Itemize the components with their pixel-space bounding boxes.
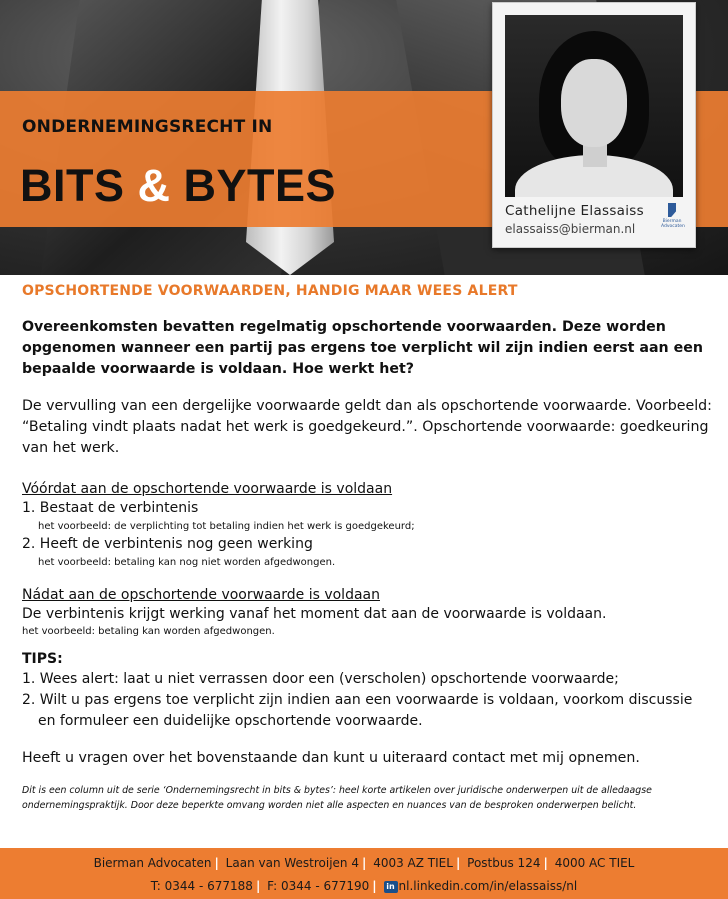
tip-item: 2. Wilt u pas ergens toe verplicht zijn indien aan een voorwaarde is voldaan, voorkom discussie en formuleer een duidelijke opschortende voorwaarde. bbox=[22, 692, 693, 729]
footer-company: Bierman Advocaten bbox=[93, 856, 212, 870]
article-paragraph: De vervulling van een dergelijke voorwaarde geldt dan als opschortende voorwaarde. Voorbeeld: “Betaling vindt plaats nadat het werk is goedgekeurd.”. Opschortende voorwaarde: goedkeuring van het werk. bbox=[22, 398, 712, 456]
section-after-example: het voorbeeld: betaling kan worden afgedwongen. bbox=[22, 626, 275, 637]
section-after-text: De verbintenis krijgt werking vanaf het moment dat aan de voorwaarde is voldaan. bbox=[22, 606, 607, 622]
footer-phone: T: 0344 - 677188 bbox=[150, 879, 253, 893]
article-heading: OPSCHORTENDE VOORWAARDEN, HANDIG MAAR WEES ALERT bbox=[22, 283, 518, 299]
list-item: 1. Bestaat de verbintenis bbox=[22, 500, 199, 516]
logo-text: Bierman Advocaten bbox=[661, 219, 685, 229]
series-title bbox=[20, 160, 336, 212]
list-item: 2. Heeft de verbintenis nog geen werking bbox=[22, 536, 313, 552]
footer-address-row: Bierman Advocaten | Laan van Westroijen 4 | 4003 AZ TIEL | Postbus 124 | 4000 AC TIEL bbox=[93, 856, 635, 870]
title-bytes: BYTES bbox=[183, 160, 337, 211]
article-intro: Overeenkomsten bevatten regelmatig opschortende voorwaarden. Deze worden opgenomen wanneer een partij pas ergens toe verplicht wil zijn indien eerst aan een bepaalde voorwaarde is voldaan. Hoe werkt het? bbox=[22, 319, 703, 377]
logo-mark-icon bbox=[668, 203, 676, 217]
footer-postcode: 4003 AZ TIEL bbox=[373, 856, 453, 870]
list-item-example: het voorbeeld: betaling kan nog niet worden afgedwongen. bbox=[38, 557, 336, 568]
header-banner bbox=[0, 0, 728, 275]
list-item-example: het voorbeeld: de verplichting tot betaling indien het werk is goedgekeurd; bbox=[38, 521, 415, 532]
footer-contact-row: T: 0344 - 677188 | F: 0344 - 677190 | in nl.linkedin.com/in/elassaiss/nl bbox=[150, 879, 578, 893]
tips-title: TIPS: bbox=[22, 651, 63, 667]
author-name: Cathelijne Elassaiss bbox=[505, 203, 644, 219]
footer bbox=[0, 848, 728, 899]
disclaimer: Dit is een column uit de serie ‘Ondernemingsrecht in bits & bytes’: heel korte artikelen over juridische onderwerpen uit de alledaagse ondernemingspraktijk. Door deze beperkte omvang worden niet alle aspecten en nuances van de besproken onderwerpen belicht. bbox=[22, 785, 652, 811]
author-email[interactable]: elassaiss@bierman.nl bbox=[505, 222, 636, 236]
footer-address: Laan van Westroijen 4 bbox=[225, 856, 359, 870]
linkedin-icon[interactable]: in bbox=[384, 881, 398, 893]
footer-postbus: Postbus 124 bbox=[467, 856, 541, 870]
contact-text: Heeft u vragen over het bovenstaande dan kunt u uiteraard contact met mij opnemen. bbox=[22, 750, 640, 766]
article-body bbox=[22, 283, 712, 813]
bierman-logo bbox=[661, 203, 683, 237]
footer-fax: F: 0344 - 677190 bbox=[267, 879, 370, 893]
section-after-title: Nádat aan de opschortende voorwaarde is voldaan bbox=[22, 587, 380, 603]
title-ampersand: & bbox=[137, 160, 171, 211]
author-photo bbox=[505, 15, 683, 197]
footer-postbus-city: 4000 AC TIEL bbox=[554, 856, 635, 870]
series-subtitle: ONDERNEMINGSRECHT IN bbox=[22, 117, 273, 137]
footer-linkedin-link[interactable]: nl.linkedin.com/in/elassaiss/nl bbox=[398, 879, 578, 893]
title-bits: BITS bbox=[20, 160, 125, 211]
section-before-title: Vóórdat aan de opschortende voorwaarde is voldaan bbox=[22, 481, 393, 497]
tip-item: 1. Wees alert: laat u niet verrassen door een (verscholen) opschortende voorwaarde; bbox=[22, 671, 619, 687]
author-card bbox=[492, 2, 696, 248]
